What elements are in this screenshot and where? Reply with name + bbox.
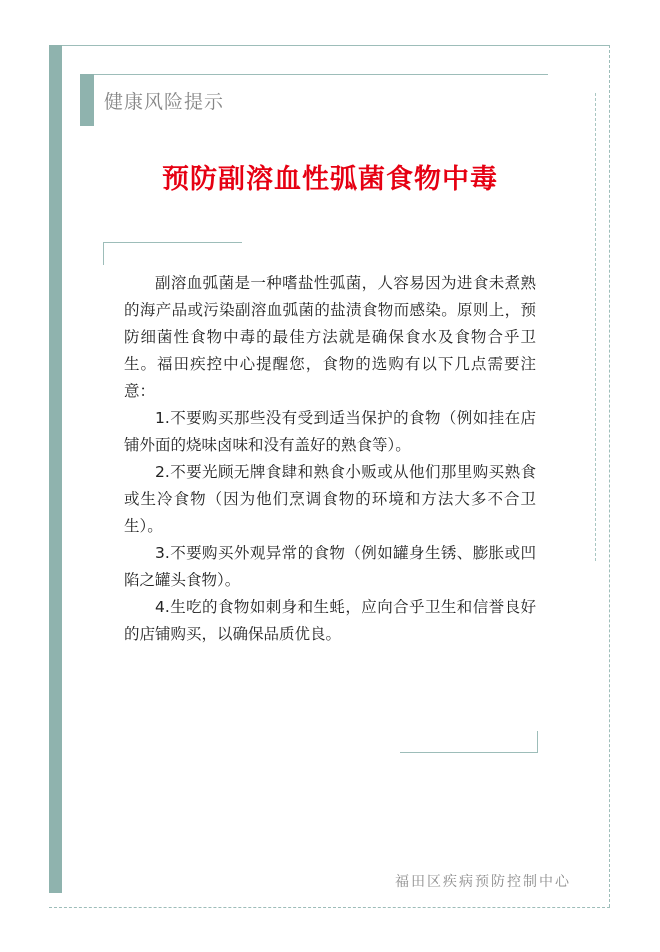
- article-body: [124, 270, 536, 648]
- bottom-dashed-border: [49, 907, 610, 908]
- footer-organization: 福田区疾病预防控制中心: [395, 874, 571, 890]
- header-accent-block: [80, 74, 94, 126]
- top-border-line: [62, 45, 610, 46]
- header-line: [94, 74, 548, 75]
- page-title: 预防副溶血性弧菌食物中毒: [162, 164, 498, 195]
- point-4: 4.生吃的食物如刺身和生蚝，应向合乎卫生和信誉良好的店铺购买，以确保品质优良。: [124, 598, 536, 643]
- bottom-right-corner-bracket: [400, 731, 538, 753]
- top-left-corner-bracket: [103, 242, 242, 265]
- point-3: 3.不要购买外观异常的食物（例如罐身生锈、膨胀或凹陷之罐头食物）。: [124, 544, 536, 589]
- point-2: 2.不要光顾无牌食肆和熟食小贩或从他们那里购买熟食或生冷食物（因为他们烹调食物的环境和方法大多不合卫生）。: [124, 463, 536, 535]
- point-1: 1.不要购买那些没有受到适当保护的食物（例如挂在店铺外面的烧味卤味和没有盖好的熟食等）。: [124, 409, 536, 454]
- category-label: 健康风险提示: [104, 91, 225, 113]
- intro-paragraph: 副溶血弧菌是一种嗜盐性弧菌，人容易因为进食未煮熟的海产品或污染副溶血弧菌的盐渍食物而感染。原则上，预防细菌性食物中毒的最佳方法就是确保食水及食物合乎卫生。福田疾控中心提醒您，食物的选购有以下几点需要注意：: [124, 274, 536, 400]
